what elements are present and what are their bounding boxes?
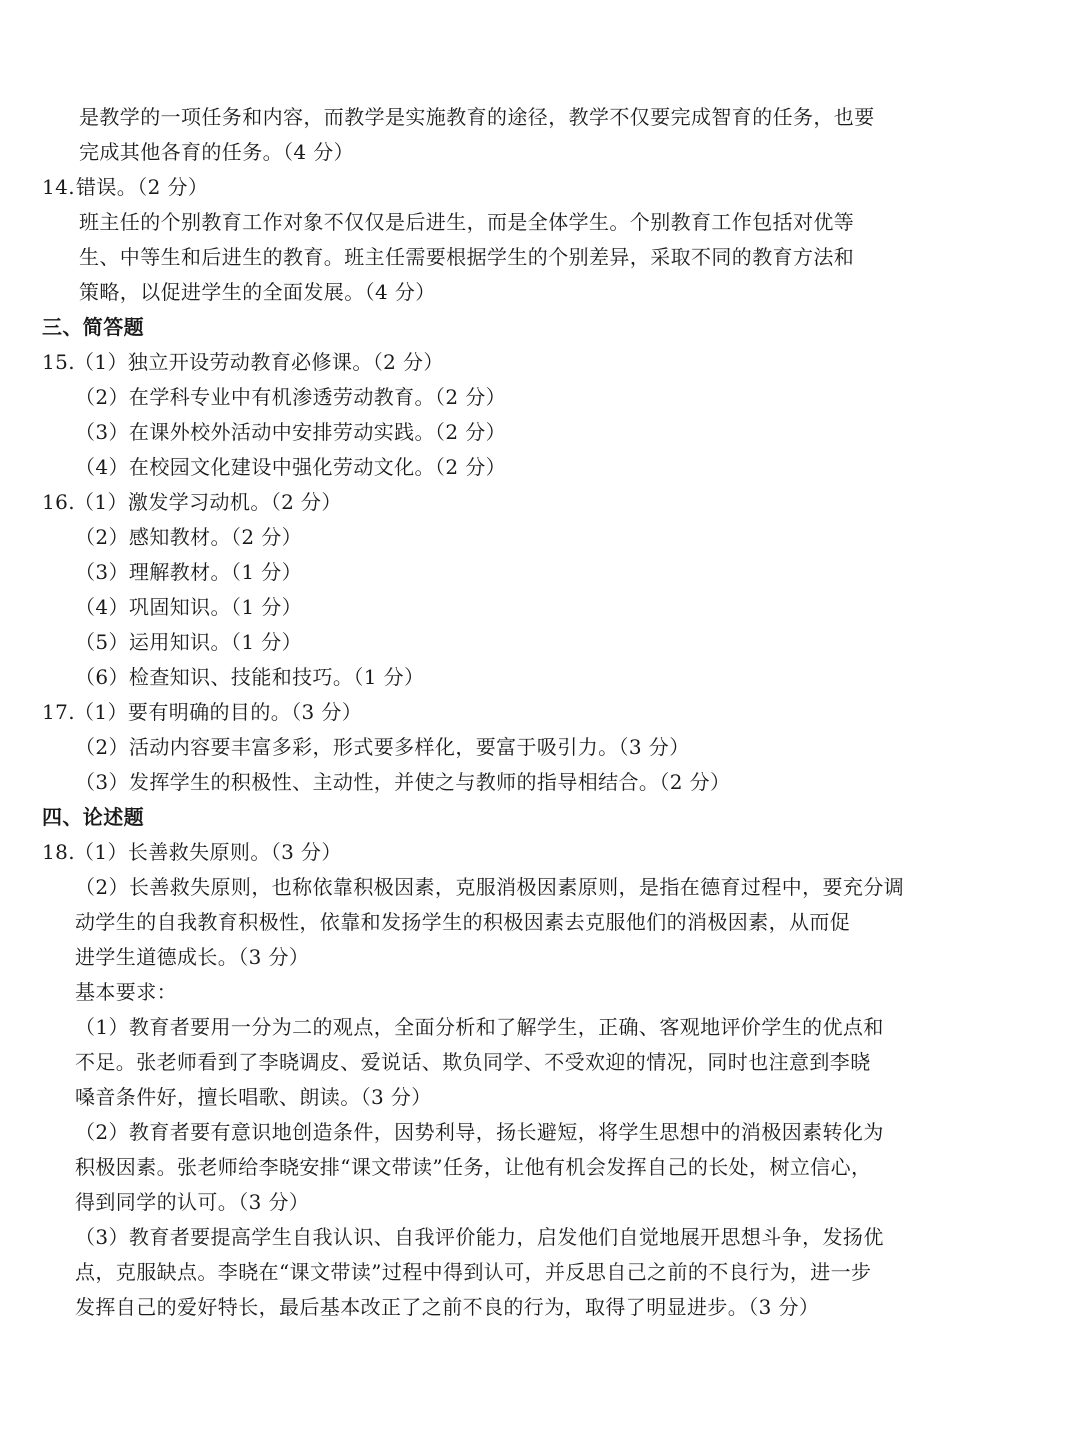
q14-verdict: 错误。（2 分）: [76, 175, 209, 199]
q17-item-3: （3）发挥学生的积极性、主动性，并使之与教师的指导相结合。（2 分）: [75, 770, 731, 794]
q18-item-2-line-3: 进学生道德成长。（3 分）: [75, 945, 310, 969]
q16-item-4: （4）巩固知识。（1 分）: [75, 595, 303, 619]
section-3-heading: 三、简答题: [42, 315, 144, 339]
q18-req-1-line-1: （1）教育者要用一分为二的观点，全面分析和了解学生，正确、客观地评价学生的优点和: [75, 1015, 884, 1039]
q13-line-1: 是教学的一项任务和内容，而教学是实施教育的途径，教学不仅要完成智育的任务，也要: [79, 105, 875, 129]
q14-line-3: 策略，以促进学生的全面发展。（4 分）: [79, 280, 436, 304]
q18-req-2-line-1: （2）教育者要有意识地创造条件，因势利导，扬长避短，将学生思想中的消极因素转化为: [75, 1120, 884, 1144]
section-4-heading: 四、论述题: [42, 805, 144, 829]
q14-number: 14.: [42, 175, 76, 199]
q15-item-3: （3）在课外校外活动中安排劳动实践。（2 分）: [75, 420, 507, 444]
q15-item-4: （4）在校园文化建设中强化劳动文化。（2 分）: [75, 455, 507, 479]
q13-line-2: 完成其他各育的任务。（4 分）: [79, 140, 355, 164]
q18-req-2-line-2: 积极因素。张老师给李晓安排“课文带读”任务，让他有机会发挥自己的长处，树立信心，: [75, 1155, 872, 1179]
q14-heading: [0, 170, 1080, 205]
q18-item-2-line-1: （2）长善救失原则，也称依靠积极因素，克服消极因素原则，是指在德育过程中，要充分调: [75, 875, 905, 899]
q16-item-3: （3）理解教材。（1 分）: [75, 560, 303, 584]
q15-item-2: （2）在学科专业中有机渗透劳动教育。（2 分）: [75, 385, 507, 409]
q14-line-1: 班主任的个别教育工作对象不仅仅是后进生，而是全体学生。个别教育工作包括对优等: [79, 210, 855, 234]
q18-item-2-line-2: 动学生的自我教育积极性，依靠和发扬学生的积极因素去克服他们的消极因素，从而促: [75, 910, 851, 934]
q16-item-1: 16.（1）激发学习动机。（2 分）: [0, 485, 1080, 520]
q18-req-3-line-1: （3）教育者要提高学生自我认识、自我评价能力，启发他们自觉地展开思想斗争，发扬优: [75, 1225, 884, 1249]
q18-req-2-line-3: 得到同学的认可。（3 分）: [75, 1190, 310, 1214]
q17-number: 17.: [42, 700, 76, 724]
answer-page: [0, 100, 1080, 1325]
q18-req-3-line-2: 点，克服缺点。李晓在“课文带读”过程中得到认可，并反思自己之前的不良行为，进一步: [75, 1260, 872, 1284]
q18-req-1-line-3: 嗓音条件好，擅长唱歌、朗读。（3 分）: [75, 1085, 432, 1109]
q15-number: 15.: [42, 350, 76, 374]
q18-requirements-label: 基本要求：: [75, 980, 177, 1004]
q17-item-2: （2）活动内容要丰富多彩，形式要多样化，要富于吸引力。（3 分）: [75, 735, 690, 759]
q17-item-1: 17.（1）要有明确的目的。（3 分）: [0, 695, 1080, 730]
q16-item-6: （6）检查知识、技能和技巧。（1 分）: [75, 665, 425, 689]
q18-req-3-line-3: 发挥自己的爱好特长，最后基本改正了之前不良的行为，取得了明显进步。（3 分）: [75, 1295, 820, 1319]
q18-req-1-line-2: 不足。张老师看到了李晓调皮、爱说话、欺负同学、不受欢迎的情况，同时也注意到李晓: [75, 1050, 871, 1074]
q16-item-5: （5）运用知识。（1 分）: [75, 630, 303, 654]
q15-item-1: 15.（1）独立开设劳动教育必修课。（2 分）: [0, 345, 1080, 380]
q16-number: 16.: [42, 490, 76, 514]
q16-item-2: （2）感知教材。（2 分）: [75, 525, 303, 549]
q18-item-1: 18.（1）长善救失原则。（3 分）: [0, 835, 1080, 870]
q14-line-2: 生、中等生和后进生的教育。班主任需要根据学生的个别差异，采取不同的教育方法和: [79, 245, 855, 269]
q18-number: 18.: [42, 840, 76, 864]
